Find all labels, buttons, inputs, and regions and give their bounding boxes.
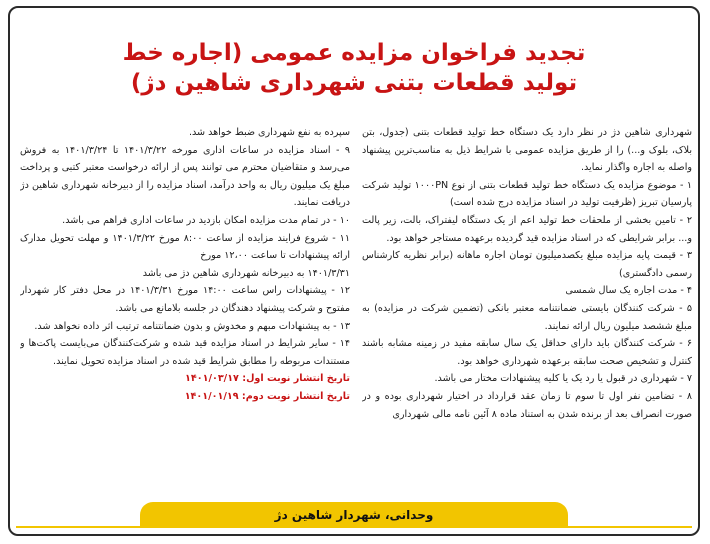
ad-title-line-2: تولید قطعات بتنی شهرداری شاهین دژ) xyxy=(130,70,578,96)
clause-6: ۶ - شرکت کنندگان باید دارای حداقل یک سال سابقه مفید در زمینه مشابه باشند کنترل و تشخیص صحت سابقه برعهده شهرداری خواهد بود. xyxy=(362,338,692,367)
clause-8: ۸ - تضامین نفر اول تا سوم تا زمان عقد قرارداد در اختیار شهرداری بوده و در صورت انصراف بعد از برنده شدن به استناد ماده ۸ آئین نامه مالی شهرداری xyxy=(362,390,692,420)
clause-12: ۱۲ - پیشنهادات راس ساعت ۱۴:۰۰ مورخ ۱۴۰۱/۳/۳۱ در محل دفتر کار شهردار مفتوح و شرکت پیشنهاد دهندگان در جلسه بلامانع می باشد. xyxy=(20,285,350,314)
ad-title-line-1: تجدید فراخوان مزایده عمومی (اجاره خط xyxy=(122,40,586,66)
clause-4: ۴ - مدت اجاره یک سال شمسی xyxy=(565,285,692,297)
clause-7: ۷ - شهرداری در قبول یا رد یک یا کلیه پیشنهادات مختار می باشد. xyxy=(434,373,692,385)
tender-advertisement xyxy=(8,6,700,536)
clause-2: ۲ - تامین بخشی از ملحقات خط تولید اعم از یک دستگاه لیفتراک، بالت، زیر پالت و... برابر شرایطی که در اسناد مزایده قید گردیده برعهده مستاجر خواهد بود. xyxy=(362,214,692,244)
clause-13: ۱۳ - به پیشنهادات مبهم و مخدوش و بدون ضمانتنامه ترتیب اثر داده نخواهد شد. xyxy=(34,320,350,332)
clause-8-continued: سپرده به نفع شهرداری ضبط خواهد شد. xyxy=(188,127,350,138)
right-column xyxy=(362,124,692,510)
clause-11: ۱۱ - شروع فرایند مزایده از ساعت ۸:۰۰ مورخ ۱۴۰۱/۳/۲۲ و مهلت تحویل مدارک ارائه پیشنهادات تا ساعت ۱۲،۰۰ مورخ xyxy=(20,232,350,262)
clause-5: ۵ - شرکت کنندگان بایستی ضمانتنامه معتبر بانکی (تضمین شرکت در مزایده) به مبلغ ششصد میلیون ریال ارائه نمایند. xyxy=(362,302,692,332)
clause-11-continued: ۱۴۰۱/۳/۳۱ به دبیرخانه شهرداری شاهین دژ می باشد xyxy=(142,267,350,279)
ad-title xyxy=(10,38,698,98)
signature-footer: وحدانی، شهردار شاهین دژ xyxy=(140,502,568,528)
clause-1: ۱ - موضوع مزایده یک دستگاه خط تولید قطعات بتنی از نوع ۱۰۰۰PN تولید شرکت پارسیان تبریز (ظرفیت تولید در اسناد مزایده درج شده است) xyxy=(362,179,692,209)
intro-paragraph: شهرداری شاهین دژ در نظر دارد یک دستگاه خط تولید قطعات بتنی (جدول، بتن بلاک، بلوک و...) را از طریق مزایده عمومی با شرایط ذیل به مناسب‌ترین پیشنهاد واصله به اجاره واگذار نماید. xyxy=(362,127,692,174)
left-column xyxy=(20,124,350,510)
first-publication-date: تاریخ انتشار نوبت اول: ۱۴۰۱/۰۳/۱۷ xyxy=(185,373,350,385)
clause-10: ۱۰ - در تمام مدت مزایده امکان بازدید در ساعات اداری فراهم می باشد. xyxy=(62,214,350,226)
clause-14: ۱۴ - سایر شرایط در اسناد مزایده قید شده و شرکت‌کنندگان می‌بایست پاکت‌ها و مستندات مربوطه را مطابق شرایط قید شده در اسناد مزایده تحویل نمایند. xyxy=(20,338,350,367)
clause-9: ۹ - اسناد مزایده در ساعات اداری مورخه ۱۴۰۱/۳/۲۲ تا ۱۴۰۱/۳/۲۴ به فروش می‌رسد و متقاضیان محترم می توانند پس از ارائه درخواست معتبر کتبی و پرداخت مبلغ یک میلیون ریال به واحد درآمد، اسناد مزایده را از دبیرخانه شهرداری شاهین دژ دریافت نمایند. xyxy=(20,144,350,209)
clause-3: ۳ - قیمت پایه مزایده مبلغ یکصدمیلیون تومان اجاره ماهانه (برابر نظریه کارشناس رسمی دادگستری) xyxy=(362,250,692,279)
second-publication-date: تاریخ انتشار نوبت دوم: ۱۴۰۱/۰۱/۱۹ xyxy=(184,390,350,402)
